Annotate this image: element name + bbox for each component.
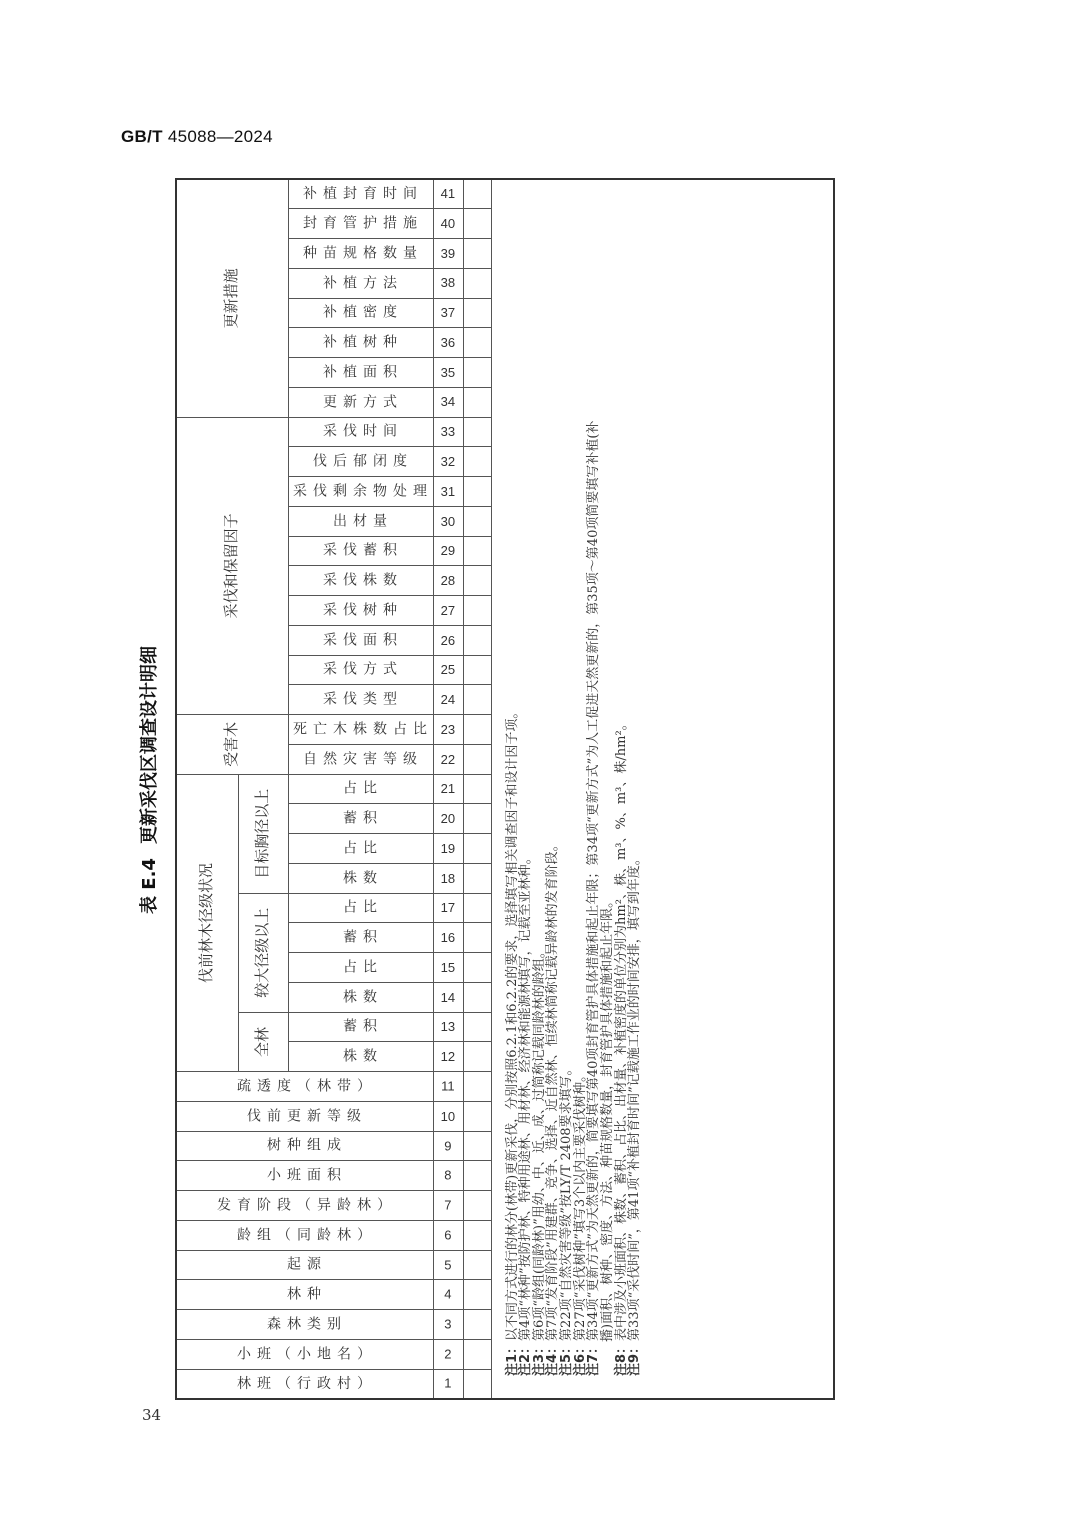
col-label-1: 林 班 （ 行 政 村 ） [236,1375,377,1392]
col-label-23: 死 亡 木 株 数 占 比 [292,721,433,738]
blank-cell [463,268,491,298]
col-header-9 [176,1131,433,1161]
note-tag: 注9： [627,1340,643,1376]
col-header-39 [288,239,433,269]
col-number-text: 16 [440,930,456,946]
col-label-2: 小 班 （ 小 地 名 ） [236,1346,377,1363]
blank-cell [463,179,491,209]
col-label-33: 采 伐 时 间 [322,423,403,440]
col-number-text: 24 [440,691,456,707]
table-rotated-container [175,180,800,1400]
group-felling-retention-text: 采伐和保留因子 [222,513,241,619]
subgroup-whole-forest [238,1012,288,1072]
col-header-33 [288,417,433,447]
col-label-40: 封 育 管 护 措 施 [302,215,423,232]
col-number-4 [433,1280,463,1310]
col-header-23 [288,715,433,745]
col-label-29: 采 伐 蓄 积 [322,543,403,560]
col-number-8 [433,1161,463,1191]
col-number-35 [433,358,463,388]
col-label-31: 采 伐 剩 余 物 处 理 [292,483,433,500]
col-number-7 [433,1191,463,1221]
note-text: 第33项“采伐时间”，第41项“补植封育时间”记载施工作业的时间安排，填写到年度。 [627,852,643,1341]
note-text: 表中涉及小班面积、株数、蓄积、占比、出材量、补植密度的单位分别为hm²、株、m³、%、m³、株/hm²。 [613,717,629,1341]
col-number-text: 36 [440,334,456,350]
blank-cell [463,834,491,864]
col-number-26 [433,625,463,655]
note-text: 以不同方式进行的林分(林带)更新采伐，分别按照6.2.1和6.2.2的要求，选择填写相关调查因子和设计因子项。 [504,705,520,1341]
col-header-10 [176,1102,433,1132]
col-number-12 [433,1042,463,1072]
note-text: 第6项“龄组(同龄林)”用幼、中、近、成、过简称记载同龄林的龄组。 [531,945,547,1341]
col-number-text: 27 [440,602,456,618]
col-number-text: 13 [440,1019,456,1035]
col-header-29 [288,536,433,566]
col-header-35 [288,358,433,388]
blank-cell [463,864,491,894]
col-number-25 [433,655,463,685]
col-number-3 [433,1310,463,1340]
blank-cell [463,239,491,269]
blank-cell [463,1250,491,1280]
col-number-text: 18 [440,870,456,886]
blank-cell [463,744,491,774]
col-label-8: 小 班 面 积 [266,1167,347,1184]
col-number-28 [433,566,463,596]
col-label-36: 补 植 树 种 [322,334,403,351]
col-number-11 [433,1072,463,1102]
blank-cell [463,1191,491,1221]
blank-cell [463,923,491,953]
col-header-20 [288,804,433,834]
col-label-37: 补 植 密 度 [322,304,403,321]
col-number-10 [433,1102,463,1132]
col-number-2 [433,1340,463,1370]
col-number-text: 8 [444,1168,452,1184]
table-notes [491,179,834,1399]
note-10 [628,188,642,1376]
blank-cell [463,596,491,626]
note-text: 第34项“更新方式”为天然更新的，简要填写第40项封育管护具体措施和起止年限；第34项“更新方式”为人工促进天然更新的，第35项～第40项简要填写补植(补 [586,420,602,1341]
note-5 [560,188,574,1376]
col-label-39: 种 苗 规 格 数 量 [302,245,423,262]
col-number-40 [433,209,463,239]
col-number-30 [433,506,463,536]
col-number-39 [433,239,463,269]
col-number-6 [433,1221,463,1251]
blank-cell [463,1340,491,1370]
col-label-7: 发 育 阶 段 （ 异 龄 林 ） [216,1197,397,1214]
blank-cell [463,715,491,745]
col-header-19 [288,834,433,864]
col-header-24 [288,685,433,715]
col-label-32: 伐 后 郁 闭 度 [312,453,413,470]
col-header-5 [176,1250,433,1280]
col-label-41: 补 植 封 育 时 间 [302,186,423,203]
col-number-21 [433,774,463,804]
blank-cell [463,1012,491,1042]
col-label-26: 采 伐 面 积 [322,632,403,649]
blank-cell [463,298,491,328]
col-header-12 [288,1042,433,1072]
blank-cell [463,1131,491,1161]
blank-cell [463,1280,491,1310]
col-number-text: 23 [440,721,456,737]
col-number-text: 17 [440,900,456,916]
col-label-12: 株 数 [342,1048,383,1065]
col-number-24 [433,685,463,715]
col-number-text: 3 [444,1316,452,1332]
col-header-40 [288,209,433,239]
col-header-15 [288,953,433,983]
col-number-text: 11 [441,1078,455,1094]
col-number-38 [433,268,463,298]
col-header-25 [288,655,433,685]
col-number-18 [433,864,463,894]
blank-cell [463,358,491,388]
col-number-19 [433,834,463,864]
col-header-16 [288,923,433,953]
col-header-26 [288,625,433,655]
col-header-3 [176,1310,433,1340]
subgroup-whole-forest-text: 全林 [253,1027,272,1058]
note-tag: 注4： [545,1340,561,1376]
blank-cell [463,1221,491,1251]
col-header-21 [288,774,433,804]
standard-header [121,127,273,147]
blank-cell [463,506,491,536]
page-number: 34 [142,1406,162,1424]
col-number-22 [433,744,463,774]
col-number-34 [433,387,463,417]
col-label-22: 自 然 灾 害 等 级 [302,751,423,768]
blank-cell [463,477,491,507]
blank-cell [463,209,491,239]
col-number-17 [433,893,463,923]
col-label-9: 树 种 组 成 [266,1138,347,1155]
col-label-20: 蓄 积 [342,810,383,827]
note-8 [601,188,615,1376]
col-label-35: 补 植 面 积 [322,364,403,381]
note-tag: 注8： [613,1340,629,1376]
col-header-8 [176,1161,433,1191]
col-header-17 [288,893,433,923]
blank-cell [463,417,491,447]
blank-cell [463,1161,491,1191]
col-number-15 [433,953,463,983]
col-header-28 [288,566,433,596]
col-number-23 [433,715,463,745]
note-text: 第22项“自然灾害等级”按LY/T 2408要求填写。 [559,1062,575,1341]
col-label-30: 出 材 量 [332,513,393,530]
col-number-text: 29 [440,543,456,559]
note-7 [587,188,601,1376]
col-header-27 [288,596,433,626]
col-number-text: 30 [440,513,456,529]
blank-cell [463,1102,491,1132]
col-number-27 [433,596,463,626]
col-number-41 [433,179,463,209]
col-number-text: 38 [440,275,456,291]
blank-cell [463,1369,491,1399]
blank-cell [463,983,491,1013]
table-row [176,179,238,1399]
blank-cell [463,893,491,923]
col-number-text: 2 [444,1346,452,1362]
table-row [463,179,491,1399]
col-header-36 [288,328,433,358]
col-number-37 [433,298,463,328]
col-number-text: 39 [440,245,456,261]
blank-cell [463,1072,491,1102]
col-header-37 [288,298,433,328]
blank-cell [463,625,491,655]
col-number-9 [433,1131,463,1161]
col-number-text: 6 [444,1227,452,1243]
blank-cell [463,1042,491,1072]
col-header-7 [176,1191,433,1221]
col-label-19: 占 比 [342,840,383,857]
col-header-2 [176,1340,433,1370]
blank-cell [463,536,491,566]
col-header-1 [176,1369,433,1399]
table-label: 表 E.4 [139,858,160,914]
blank-cell [463,685,491,715]
col-number-5 [433,1250,463,1280]
col-number-text: 9 [444,1138,452,1154]
col-header-6 [176,1221,433,1251]
note-text: 第4项“林种”按防护林、特种用途林、用材林、经济林和能源林填写，记载至亚林种。 [518,851,534,1341]
group-regen-text: 更新措施 [222,268,241,329]
blank-cell [463,804,491,834]
col-label-24: 采 伐 类 型 [322,691,403,708]
group-damaged [176,715,288,775]
col-label-38: 补 植 方 法 [322,275,403,292]
blank-cell [463,1310,491,1340]
table-row [491,179,834,1399]
col-label-4: 林 种 [286,1286,327,1303]
subgroup-target-dbh [238,774,288,893]
col-label-11: 疏 透 度 （ 林 带 ） [236,1078,377,1095]
blank-cell [463,566,491,596]
col-label-5: 起 源 [286,1257,327,1274]
subgroup-larger-dbh-text: 较大径级以上 [253,907,272,998]
col-header-34 [288,387,433,417]
col-label-21: 占 比 [342,781,383,798]
group-pre-felling-text: 伐前林木径级状况 [197,862,216,983]
col-number-16 [433,923,463,953]
col-header-30 [288,506,433,536]
col-label-16: 蓄 积 [342,929,383,946]
note-tag: 注7： [586,1340,602,1376]
col-header-32 [288,447,433,477]
col-header-41 [288,179,433,209]
col-label-27: 采 伐 树 种 [322,602,403,619]
table-row [433,179,463,1399]
note-tag: 注5： [559,1340,575,1376]
col-label-13: 蓄 积 [342,1019,383,1036]
col-label-10: 伐 前 更 新 等 级 [246,1108,367,1125]
col-label-18: 株 数 [342,870,383,887]
subgroup-target-dbh-text: 目标胸径以上 [253,788,272,879]
col-number-29 [433,536,463,566]
col-label-6: 龄 组 （ 同 龄 林 ） [236,1227,377,1244]
blank-cell [463,774,491,804]
col-label-3: 森 林 类 别 [266,1316,347,1333]
col-number-text: 26 [440,632,456,648]
note-tag: 注1： [504,1340,520,1376]
col-number-text: 33 [440,424,456,440]
col-number-text: 25 [440,662,456,678]
col-number-text: 34 [440,394,456,410]
col-header-18 [288,864,433,894]
col-number-14 [433,983,463,1013]
table-title-text: 更新采伐区调查设计明细 [139,646,160,845]
col-number-text: 20 [440,811,456,827]
table-title [135,646,161,914]
note-text: 播)面积、树种、密度、方法、种苗规格数量，封育管护具体措施和起止年限。 [599,894,615,1342]
col-header-38 [288,268,433,298]
group-pre-felling [176,774,238,1072]
standard-number: 45088—2024 [167,127,273,146]
col-label-34: 更 新 方 式 [322,394,403,411]
group-damaged-text: 受害木 [222,721,241,767]
col-label-15: 占 比 [342,959,383,976]
design-detail-table [175,178,835,1400]
col-number-31 [433,477,463,507]
col-number-text: 37 [440,305,456,321]
col-label-25: 采 伐 方 式 [322,662,403,679]
col-number-text: 40 [440,215,456,231]
col-number-text: 28 [440,572,456,588]
col-number-text: 5 [444,1257,452,1273]
note-2 [519,188,533,1376]
col-number-text: 22 [440,751,456,767]
col-label-17: 占 比 [342,900,383,917]
col-header-22 [288,744,433,774]
col-number-36 [433,328,463,358]
col-number-text: 4 [444,1287,452,1303]
blank-cell [463,447,491,477]
col-number-text: 14 [440,989,456,1005]
col-header-13 [288,1012,433,1042]
standard-code: GB/T [121,127,163,146]
col-number-1 [433,1369,463,1399]
col-number-text: 12 [440,1049,456,1065]
col-label-28: 采 伐 株 数 [322,572,403,589]
subgroup-larger-dbh [238,893,288,1012]
blank-cell [463,387,491,417]
col-number-33 [433,417,463,447]
col-number-text: 31 [440,483,456,499]
group-regen [176,179,288,417]
note-tag: 注6： [572,1340,588,1376]
col-header-31 [288,477,433,507]
group-felling-retention [176,417,288,715]
col-header-4 [176,1280,433,1310]
note-tag: 注2： [518,1340,534,1376]
blank-cell [463,953,491,983]
col-number-text: 10 [440,1108,456,1124]
col-number-text: 1 [444,1376,452,1392]
col-number-text: 21 [440,781,456,797]
blank-cell [463,655,491,685]
col-number-text: 7 [444,1197,452,1213]
col-number-13 [433,1012,463,1042]
note-text: 第27项“采伐树种”填写3个以内主要采伐树种。 [572,1068,588,1341]
note-text: 第7项“发育阶段”用建群、竞争、选择、近自然林、恒续林简称记载异龄林的发育阶段。 [545,838,561,1341]
col-number-20 [433,804,463,834]
blank-cell [463,328,491,358]
col-number-text: 19 [440,840,456,856]
col-number-text: 15 [440,959,456,975]
note-tag: 注3： [531,1340,547,1376]
col-number-text: 35 [440,364,456,380]
col-header-14 [288,983,433,1013]
col-label-14: 株 数 [342,989,383,1006]
col-number-text: 41 [440,186,456,202]
col-number-text: 32 [440,453,456,469]
col-number-32 [433,447,463,477]
col-header-11 [176,1072,433,1102]
